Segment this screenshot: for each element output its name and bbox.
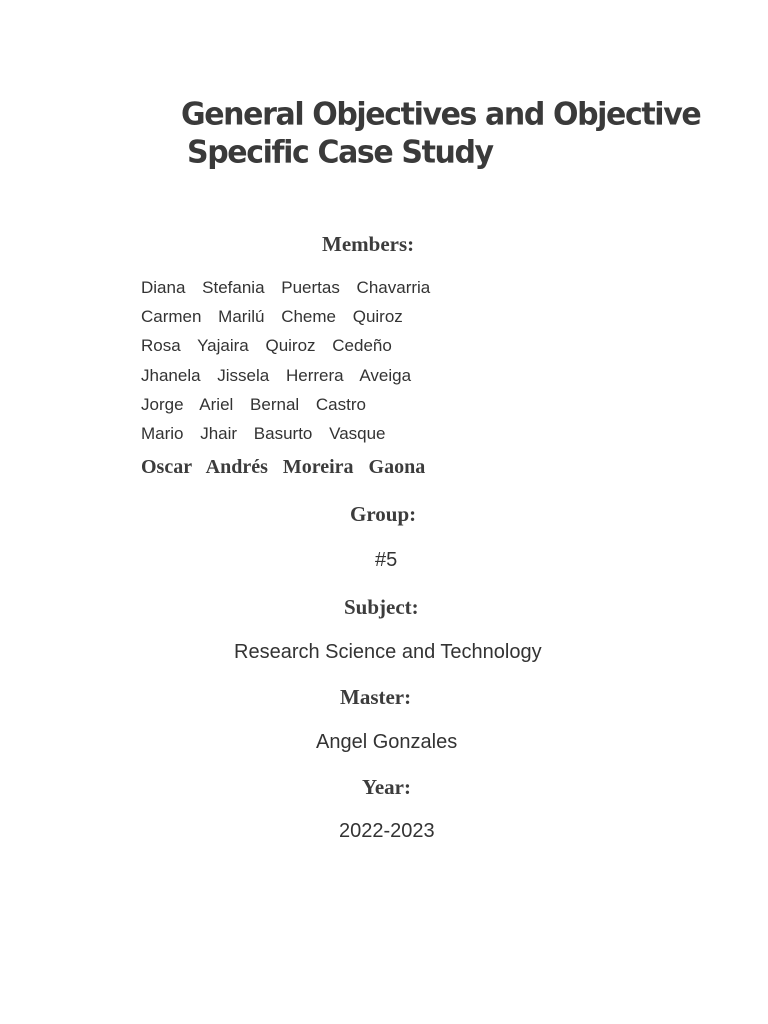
member-name: Mario Jhair Basurto Vasque bbox=[141, 424, 386, 443]
member-name: Rosa Yajaira Quiroz Cedeño bbox=[141, 336, 392, 355]
year-heading: Year: bbox=[362, 775, 411, 799]
subject-heading: Subject: bbox=[344, 595, 419, 619]
members-heading: Members: bbox=[322, 232, 415, 256]
master-value: Angel Gonzales bbox=[316, 731, 458, 753]
group-value: #5 bbox=[375, 549, 398, 571]
member-name: Carmen Marilú Cheme Quiroz bbox=[141, 307, 403, 326]
group-heading: Group: bbox=[350, 502, 417, 526]
member-name: Diana Stefania Puertas Chavarria bbox=[141, 278, 431, 297]
master-heading: Master: bbox=[340, 685, 412, 709]
document-title-line-2: Specific Case Study bbox=[187, 134, 493, 171]
subject-value: Research Science and Technology bbox=[234, 641, 542, 663]
document-title-line-1: General Objectives and Objective bbox=[181, 96, 701, 133]
year-value: 2022-2023 bbox=[339, 820, 435, 842]
member-name: Jhanela Jissela Herrera Aveiga bbox=[141, 366, 412, 385]
member-name-bold: Oscar Andrés Moreira Gaona bbox=[141, 456, 426, 478]
member-name: Jorge Ariel Bernal Castro bbox=[141, 395, 366, 414]
